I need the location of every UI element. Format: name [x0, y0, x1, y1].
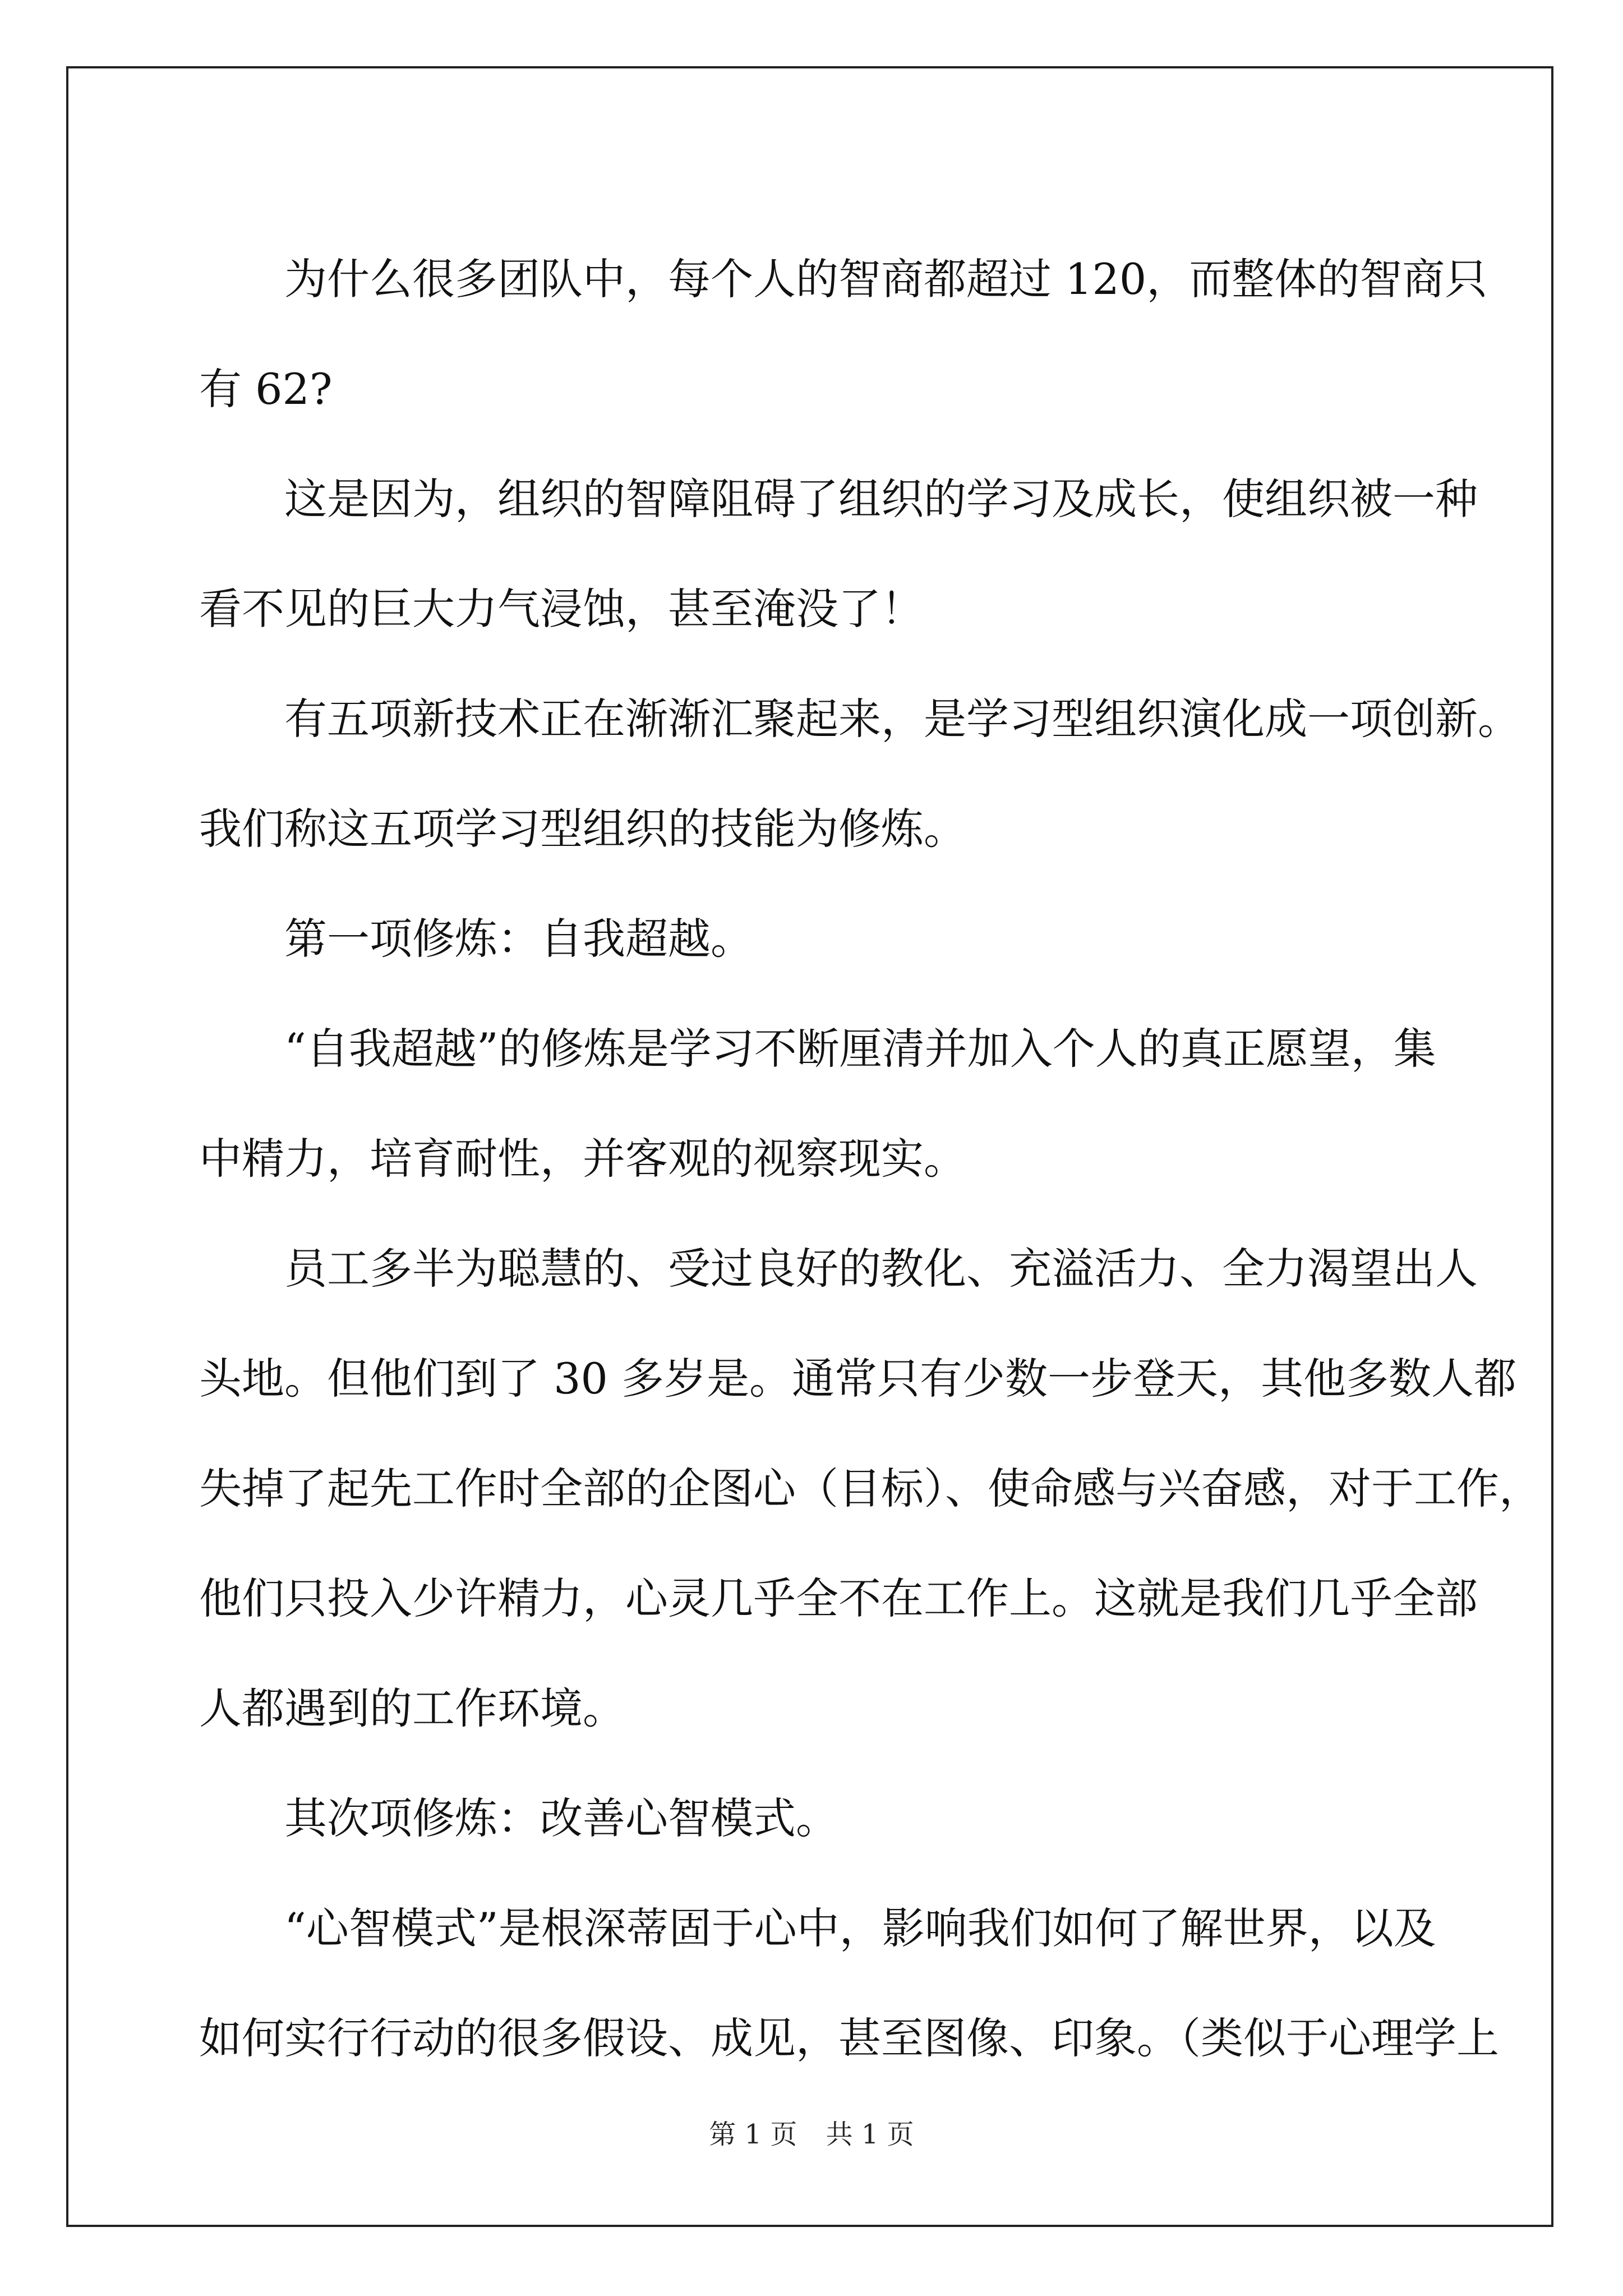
text-line: 员工多半为聪慧的、受过良好的教化、充溢活力、全力渴望出人	[284, 1244, 1478, 1294]
text-line: 有 62?	[199, 364, 333, 414]
page-footer	[0, 2118, 1623, 2151]
paragraph-8	[199, 1874, 1499, 2093]
text-line: 他们只投入少许精力，心灵几乎全不在工作上。这就是我们几乎全部	[199, 1573, 1478, 1623]
text-line: 头地。但他们到了 30 多岁是。通常只有少数一步登天，其他多数人都	[199, 1354, 1517, 1404]
paragraph-4-heading	[199, 884, 1433, 994]
text-line: 中精力，培育耐性，并客观的视察现实。	[199, 1134, 966, 1184]
text-line: 我们称这五项学习型组织的技能为修炼。	[199, 804, 966, 854]
paragraph-6	[199, 1214, 1542, 1764]
text-line: 看不见的巨大力气浸蚀，甚至淹没了！	[199, 584, 924, 634]
text-line: “自我超越”的修炼是学习不断厘清并加入个人的真正愿望，集	[284, 1024, 1436, 1074]
text-line: 这是因为，组织的智障阻碍了组织的学习及成长，使组织被一种	[284, 474, 1478, 524]
paragraph-3	[199, 664, 1520, 884]
paragraph-5	[199, 994, 1436, 1214]
paragraph-7-heading	[199, 1764, 1433, 1874]
page-total: 共 1 页	[826, 2119, 914, 2150]
text-line: 失掉了起先工作时全部的企图心（目标）、使命感与兴奋感，对于工作，	[199, 1464, 1542, 1513]
text-line: 为什么很多团队中，每个人的智商都超过 120，而整体的智商只	[284, 254, 1488, 304]
text-line: 第一项修炼：自我超越。	[284, 914, 753, 964]
text-line: “心智模式”是根深蒂固于心中，影响我们如何了解世界，以及	[284, 1903, 1436, 1953]
document-body	[199, 224, 1542, 2093]
page-number: 第 1 页	[709, 2119, 797, 2150]
paragraph-1	[199, 224, 1488, 444]
text-line: 如何实行行动的很多假设、成见，甚至图像、印象。（类似于心理学上	[199, 2013, 1499, 2063]
paragraph-2	[199, 444, 1478, 664]
text-line: 人都遇到的工作环境。	[199, 1683, 625, 1733]
text-line: 其次项修炼：改善心智模式。	[284, 1793, 838, 1843]
text-line: 有五项新技术正在渐渐汇聚起来，是学习型组织演化成一项创新。	[284, 694, 1520, 744]
